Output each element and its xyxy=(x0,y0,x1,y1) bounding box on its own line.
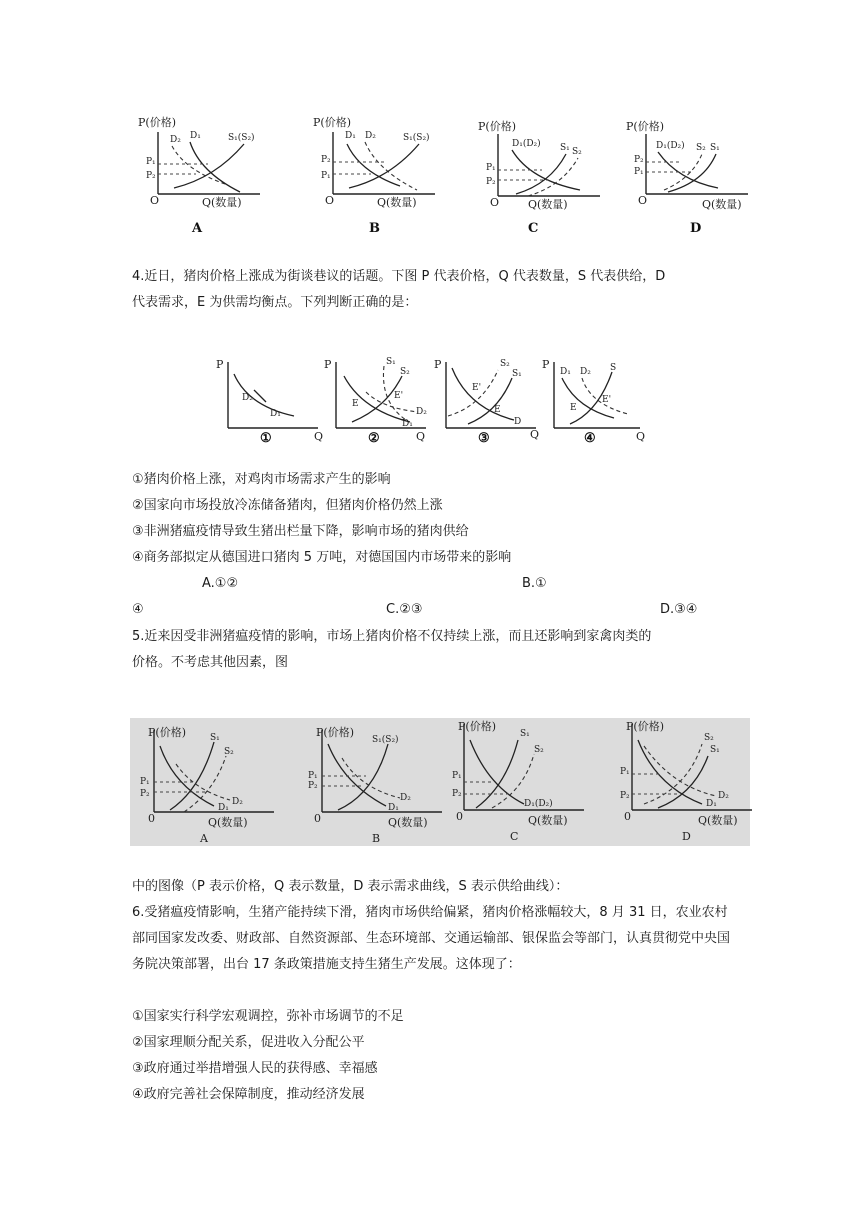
q4-figure-4 xyxy=(540,354,650,446)
svg-text:E: E xyxy=(352,399,359,409)
svg-text:D: D xyxy=(514,417,522,427)
svg-text:O: O xyxy=(490,196,500,209)
q4-option-d: D.③④ xyxy=(660,602,698,617)
svg-text:P: P xyxy=(542,358,550,371)
svg-text:O: O xyxy=(325,194,335,207)
svg-text:P₂: P₂ xyxy=(146,171,156,181)
svg-text:P(价格): P(价格) xyxy=(458,720,496,733)
svg-text:P₂: P₂ xyxy=(321,155,331,165)
svg-text:P: P xyxy=(434,358,442,371)
svg-text:D₂: D₂ xyxy=(232,797,243,807)
svg-text:P(价格): P(价格) xyxy=(626,720,664,733)
top-figure-b xyxy=(305,110,455,240)
q4-stem-line1: 4.近日，猪肉价格上涨成为街谈巷议的话题。下图 P 代表价格，Q 代表数量，S 代表供给，D xyxy=(132,269,666,284)
svg-text:P₁: P₁ xyxy=(634,167,644,177)
svg-text:D₁: D₁ xyxy=(345,131,356,141)
svg-text:S₁: S₁ xyxy=(512,369,522,379)
svg-text:0: 0 xyxy=(456,810,463,823)
q6-item-3: ③政府通过举措增强人民的获得感、幸福感 xyxy=(132,1061,378,1076)
svg-text:P: P xyxy=(324,358,332,371)
svg-text:S₁(S₂): S₁(S₂) xyxy=(403,133,430,143)
svg-text:P₁: P₁ xyxy=(308,771,318,781)
q5-figure-b xyxy=(302,720,452,844)
svg-text:C: C xyxy=(510,830,519,843)
svg-text:S₁: S₁ xyxy=(560,143,570,153)
svg-text:D₁: D₁ xyxy=(218,803,229,813)
svg-text:E': E' xyxy=(602,395,612,405)
svg-text:D₂: D₂ xyxy=(718,791,729,801)
q5-stem-line2: 价格。不考虑其他因素，图 xyxy=(132,655,289,670)
svg-text:D₂: D₂ xyxy=(580,367,591,377)
svg-text:P₂: P₂ xyxy=(452,789,462,799)
svg-text:Q: Q xyxy=(636,430,646,443)
svg-text:P₁: P₁ xyxy=(452,771,462,781)
svg-text:Q(数量): Q(数量) xyxy=(528,198,568,211)
svg-text:P₁: P₁ xyxy=(140,777,150,787)
svg-text:S₂: S₂ xyxy=(572,147,582,157)
q6-stem: 6.受猪瘟疫情影响，生猪产能持续下滑，猪肉市场供给偏紧，猪肉价格涨幅较大，8 月 31 日，农业农村部同国家发改委、财政部、自然资源部、生态环境部、交通运输部、银保监会等部门，认真贯彻党中央国务院决策部署，出台 17 条政策措施支持生猪生产发展。这体现了： xyxy=(132,905,731,972)
svg-text:D₁(D₂): D₁(D₂) xyxy=(656,141,685,151)
svg-text:Q: Q xyxy=(530,428,540,441)
top-figure-a xyxy=(130,110,280,240)
svg-text:D₂: D₂ xyxy=(170,135,181,145)
top-figure-c xyxy=(470,108,620,240)
svg-text:0: 0 xyxy=(148,812,155,825)
svg-text:P(价格): P(价格) xyxy=(626,120,664,133)
svg-text:P₁: P₁ xyxy=(486,163,496,173)
q6-item-1: ①国家实行科学宏观调控，弥补市场调节的不足 xyxy=(132,1009,404,1024)
svg-text:S₁(S₂): S₁(S₂) xyxy=(228,133,255,143)
top-figure-d xyxy=(620,108,770,240)
svg-text:D₂: D₂ xyxy=(242,393,253,403)
q6-item-2: ②国家理顺分配关系，促进收入分配公平 xyxy=(132,1035,365,1050)
q4-figure-2 xyxy=(322,352,432,446)
svg-text:P₂: P₂ xyxy=(308,781,318,791)
svg-text:D₂: D₂ xyxy=(416,407,427,417)
svg-text:Q: Q xyxy=(416,430,426,443)
q4-figure-3 xyxy=(432,354,542,446)
q4-figure-1 xyxy=(214,354,324,446)
svg-text:Q(数量): Q(数量) xyxy=(528,814,568,827)
svg-text:D₂: D₂ xyxy=(400,793,411,803)
svg-text:C: C xyxy=(528,221,539,236)
q4-option-c: C.②③ xyxy=(386,602,423,617)
q4-item-4: ④商务部拟定从德国进口猪肉 5 万吨，对德国国内市场带来的影响 xyxy=(132,550,512,565)
svg-text:E: E xyxy=(570,403,577,413)
axis-label-p: P(价格) xyxy=(138,116,176,129)
svg-text:D₁: D₁ xyxy=(706,799,717,809)
svg-text:O: O xyxy=(150,194,160,207)
svg-text:0: 0 xyxy=(624,810,631,823)
svg-text:②: ② xyxy=(368,431,380,446)
q5-stem-line1: 5.近来因受非洲猪瘟疫情的影响，市场上猪肉价格不仅持续上涨，而且还影响到家禽肉类的 xyxy=(132,629,652,644)
svg-text:P₁: P₁ xyxy=(321,171,331,181)
svg-text:P(价格): P(价格) xyxy=(313,116,351,129)
q4-option-a: A.①② xyxy=(202,576,239,591)
svg-text:Q: Q xyxy=(314,430,324,443)
svg-text:Q(数量): Q(数量) xyxy=(377,196,417,209)
svg-text:Q(数量): Q(数量) xyxy=(208,816,248,829)
svg-text:O: O xyxy=(638,194,648,207)
q4-option-b-tail: ④ xyxy=(132,602,144,617)
svg-text:S₁: S₁ xyxy=(520,729,530,739)
svg-text:D: D xyxy=(690,221,702,236)
svg-text:A: A xyxy=(192,221,203,236)
svg-text:Q(数量): Q(数量) xyxy=(698,814,738,827)
svg-text:S₁(S₂): S₁(S₂) xyxy=(372,735,399,745)
svg-text:S₁: S₁ xyxy=(710,745,720,755)
q6-item-4: ④政府完善社会保障制度，推动经济发展 xyxy=(132,1087,365,1102)
svg-text:P(价格): P(价格) xyxy=(148,726,186,739)
axis-label-q: Q(数量) xyxy=(202,196,242,209)
svg-text:P₁: P₁ xyxy=(146,157,156,167)
svg-text:B: B xyxy=(372,832,381,845)
svg-text:D₂: D₂ xyxy=(365,131,376,141)
svg-text:B: B xyxy=(369,221,380,236)
svg-text:S₂: S₂ xyxy=(224,747,234,757)
svg-text:S: S xyxy=(610,363,617,373)
svg-text:③: ③ xyxy=(478,431,490,446)
svg-text:P₂: P₂ xyxy=(620,791,630,801)
svg-text:E: E xyxy=(494,405,501,415)
svg-text:P(价格): P(价格) xyxy=(478,120,516,133)
svg-text:①: ① xyxy=(260,431,272,446)
svg-text:P₂: P₂ xyxy=(486,177,496,187)
svg-text:D₁(D₂): D₁(D₂) xyxy=(524,799,553,809)
svg-text:D₁(D₂): D₁(D₂) xyxy=(512,139,541,149)
svg-text:E': E' xyxy=(394,391,404,401)
svg-text:P₁: P₁ xyxy=(620,767,630,777)
svg-text:S₂: S₂ xyxy=(534,745,544,755)
svg-text:A: A xyxy=(200,832,208,845)
svg-text:S₂: S₂ xyxy=(400,367,410,377)
q4-item-3: ③非洲猪瘟疫情导致生猪出栏量下降，影响市场的猪肉供给 xyxy=(132,524,469,539)
svg-text:0: 0 xyxy=(314,812,321,825)
svg-text:S₁: S₁ xyxy=(210,733,220,743)
svg-text:S₂: S₂ xyxy=(500,359,510,369)
q5-tail: 中的图像（P 表示价格，Q 表示数量，D 表示需求曲线，S 表示供给曲线）： xyxy=(132,879,569,894)
svg-text:E': E' xyxy=(472,383,482,393)
svg-text:Q(数量): Q(数量) xyxy=(702,198,742,211)
svg-text:D₁: D₁ xyxy=(560,367,571,377)
svg-text:D: D xyxy=(682,830,691,843)
q5-figure-c xyxy=(448,716,598,842)
svg-text:D₁: D₁ xyxy=(190,131,201,141)
svg-text:S₂: S₂ xyxy=(696,143,706,153)
q4-stem-line2: 代表需求，E 为供需均衡点。下列判断正确的是： xyxy=(132,295,418,310)
svg-text:D₁: D₁ xyxy=(402,419,413,429)
svg-text:S₁: S₁ xyxy=(710,143,720,153)
svg-text:S₁: S₁ xyxy=(386,357,396,367)
svg-text:S₂: S₂ xyxy=(704,733,714,743)
svg-text:Q(数量): Q(数量) xyxy=(388,816,428,829)
q5-figure-d xyxy=(616,716,766,842)
svg-text:P₂: P₂ xyxy=(140,789,150,799)
svg-text:P₂: P₂ xyxy=(634,155,644,165)
q4-option-b: B.① xyxy=(522,576,547,591)
q5-figure-a xyxy=(134,720,284,844)
q4-item-2: ②国家向市场投放冷冻储备猪肉，但猪肉价格仍然上涨 xyxy=(132,498,443,513)
svg-text:D₁: D₁ xyxy=(270,409,281,419)
q4-item-1: ①猪肉价格上涨，对鸡肉市场需求产生的影响 xyxy=(132,472,391,487)
svg-text:P(价格): P(价格) xyxy=(316,726,354,739)
svg-text:④: ④ xyxy=(584,431,596,446)
svg-text:D₁: D₁ xyxy=(388,803,399,813)
svg-text:P: P xyxy=(216,358,224,371)
